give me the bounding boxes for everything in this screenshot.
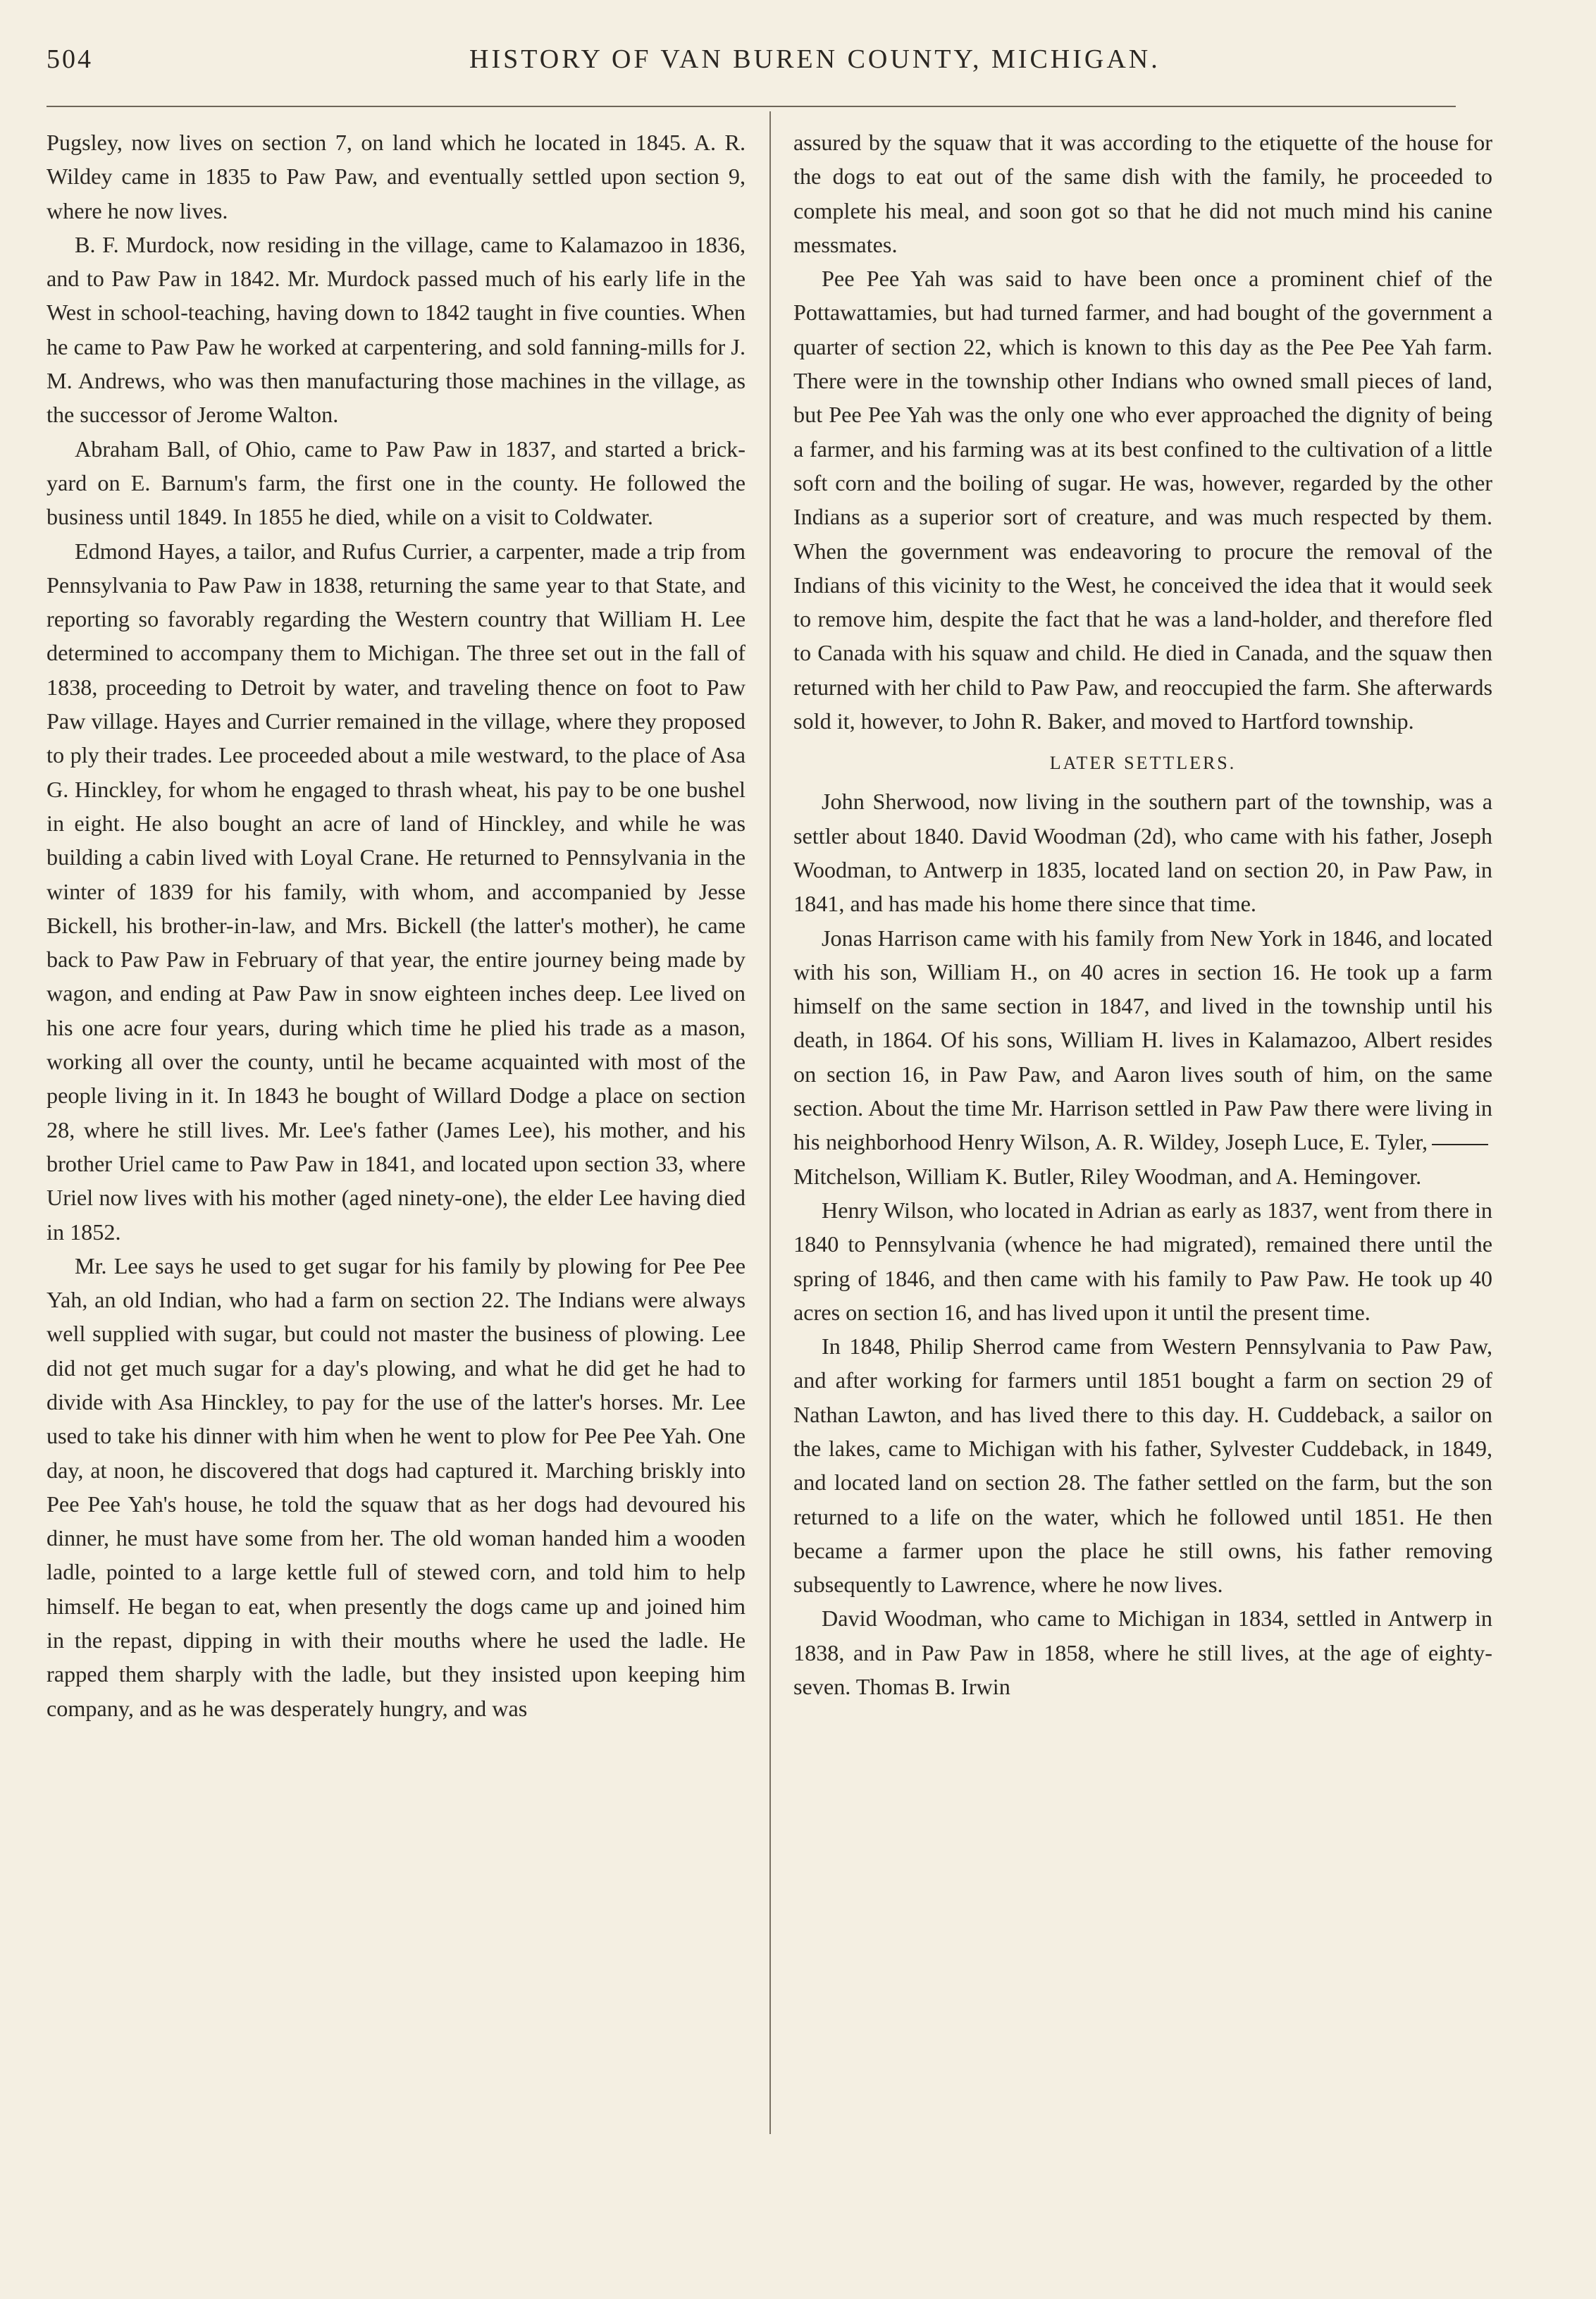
paragraph-pugsley-continued: Pugsley, now lives on section 7, on land which he located in 1845. A. R. Wildey came in 1835 to Paw Paw, and eventually settled upon section 9, where he now lives.: [47, 130, 746, 223]
paragraph-harrison: [793, 921, 1492, 1193]
paragraph-hayes-currier-lee: Edmond Hayes, a tailor, and Rufus Currier, a carpenter, made a trip from Pennsylvania to Paw Paw in 1838, returning the same year to that State, and reporting so favorably regarding the Western country that William H. Lee determined to accompany them to Michigan. The three set out in the fall of 1838, proceeding to Detroit by water, and traveling thence on foot to Paw Paw village. Hayes and Currier remained in the village, where they proposed to ply their trades. Lee proceeded about a mile westward, to the place of Asa G. Hinckley, for whom he engaged to thrash wheat, his pay to be one bushel in eight. He also bought an acre of land of Hinckley, and while he was building a cabin lived with Loyal Crane. He returned to Pennsylvania in the winter of 1839 for his family, with whom, and accompanied by Jesse Bickell, his brother-in-law, and Mrs. Bickell (the latter's mother), he came back to Paw Paw in February of that year, the entire journey being made by wagon, and ending at Paw Paw in snow eighteen inches deep. Lee lived on his one acre four years, during which time he plied his trade as a mason, working all over the county, until he became acquainted with most of the people living in it. In 1843 he bought of Willard Dodge a place on section 28, where he still lives. Mr. Lee's father (James Lee), his mother, and his brother Uriel came to Paw Paw in 1841, and located upon section 33, where Uriel now lives with his mother (aged ninety-one), the elder Lee having died in 1852.: [47, 538, 746, 1245]
harrison-text-before: Jonas Harrison came with his family from New York in 1846, and located with his son, William H., on 40 acres in section 16. He took up a farm himself on the same section in 1847, and lived in the township until his death, in 1864. Of his sons, William H. lives in Kalamazoo, Albert resides on section 16, in Paw Paw, and Aaron lives south of him, on the same section. About the time Mr. Harrison settled in Paw Paw there were living in his neighborhood Henry Wilson, A. R. Wildey, Joseph Luce, E. Tyler,: [793, 925, 1492, 1155]
paragraph-sherrod-cuddeback: In 1848, Philip Sherrod came from Western Pennsylvania to Paw Paw, and after working for farmers until 1851 bought a farm on section 29 of Nathan Lawton, and has lived there to this day. H. Cuddeback, a sailor on the lakes, came to Michigan with his father, Sylvester Cuddeback, in 1849, and located land on section 28. The father settled on the farm, but the son returned to a life on the water, which he followed until 1851. He then became a farmer upon the place he still owns, his father removing subsequently to Lawrence, where he now lives.: [793, 1333, 1492, 1598]
running-title: HISTORY OF VAN BUREN COUNTY, MICHIGAN.: [469, 44, 1161, 74]
page-number: 504: [47, 44, 93, 74]
column-divider: [769, 111, 771, 2134]
paragraph-pee-pee-yah-chief: Pee Pee Yah was said to have been once a prominent chief of the Pottawattamies, but had turned farmer, and had bought of the government a quarter of section 22, which is known to this day as the Pee Pee Yah farm. There were in the township other Indians who owned small pieces of land, but Pee Pee Yah was the only one who ever approached the dignity of being a farmer, and his farming was at its best confined to the cultivation of a little soft corn and the boiling of sugar. He was, however, regarded by the other Indians as a superior sort of creature, and was much respected by them. When the government was endeavoring to procure the removal of the Indians of this vicinity to the West, he conceived the idea that it would seek to remove him, despite the fact that he was a land-holder, and therefore fled to Canada with his squaw and child. He died in Canada, and the squaw then returned with her child to Paw Paw, and reoccupied the farm. She afterwards sold it, however, to John R. Baker, and moved to Hartford township.: [793, 266, 1492, 734]
harrison-text-after: Mitchelson, William K. Butler, Riley Woodman, and A. Hemingover.: [793, 1163, 1422, 1189]
section-heading-later-settlers: LATER SETTLERS.: [1049, 753, 1237, 774]
paragraph-woodman-irwin: David Woodman, who came to Michigan in 1834, settled in Antwerp in 1838, and in Paw Paw in 1858, where he still lives, at the age of eighty-seven. Thomas B. Irwin: [793, 1605, 1492, 1700]
paragraph-ball: Abraham Ball, of Ohio, came to Paw Paw in 1837, and started a brick-yard on E. Barnum's farm, the first one in the county. He followed the business until 1849. In 1855 he died, while on a visit to Coldwater.: [47, 436, 746, 530]
header-rule: [47, 106, 1456, 107]
page-header: [47, 44, 1463, 86]
em-dash-rule: [1432, 1144, 1488, 1145]
right-column: [793, 125, 1492, 1703]
paragraph-murdock: B. F. Murdock, now residing in the village, came to Kalamazoo in 1836, and to Paw Paw in 1842. Mr. Murdock passed much of his early life in the West in school-teaching, having down to 1842 taught in five counties. When he came to Paw Paw he worked at carpentering, and sold fanning-mills for J. M. Andrews, who was then manufacturing those machines in the village, as the successor of Jerome Walton.: [47, 231, 746, 428]
paragraph-wilson: Henry Wilson, who located in Adrian as early as 1837, went from there in 1840 to Pennsylvania (whence he had migrated), remained there until the spring of 1846, and then came with his family to Paw Paw. He took up 40 acres on section 16, and has lived upon it until the present time.: [793, 1197, 1492, 1325]
paragraph-squaw-continued: assured by the squaw that it was according to the etiquette of the house for the dogs to eat out of the same dish with the family, he proceeded to complete his meal, and soon got so that he did not much mind his canine messmates.: [793, 130, 1492, 257]
left-column: [47, 125, 746, 1725]
paragraph-sherwood: John Sherwood, now living in the southern part of the township, was a settler about 1840. David Woodman (2d), who came with his father, Joseph Woodman, to Antwerp in 1835, located land on section 20, in Paw Paw, in 1841, and has made his home there since that time.: [793, 789, 1492, 917]
paragraph-pee-pee-yah-dinner: Mr. Lee says he used to get sugar for his family by plowing for Pee Pee Yah, an old Indian, who had a farm on section 22. The Indians were always well supplied with sugar, but could not master the business of plowing. Lee did not get much sugar for a day's plowing, and what he did get he had to divide with Asa Hinckley, to pay for the use of the latter's horses. Mr. Lee used to take his dinner with him when he went to plow for Pee Pee Yah. One day, at noon, he discovered that dogs had captured it. Marching briskly into Pee Pee Yah's house, he told the squaw that as her dogs had devoured his dinner, he must have some from her. The old woman handed him a wooden ladle, pointed to a large kettle full of stewed corn, and told him to help himself. He began to eat, when presently the dogs came up and joined him in the repast, dipping in with their mouths where he used the ladle. He rapped them sharply with the ladle, but they insisted upon keeping him company, and as he was desperately hungry, and was: [47, 1252, 746, 1721]
